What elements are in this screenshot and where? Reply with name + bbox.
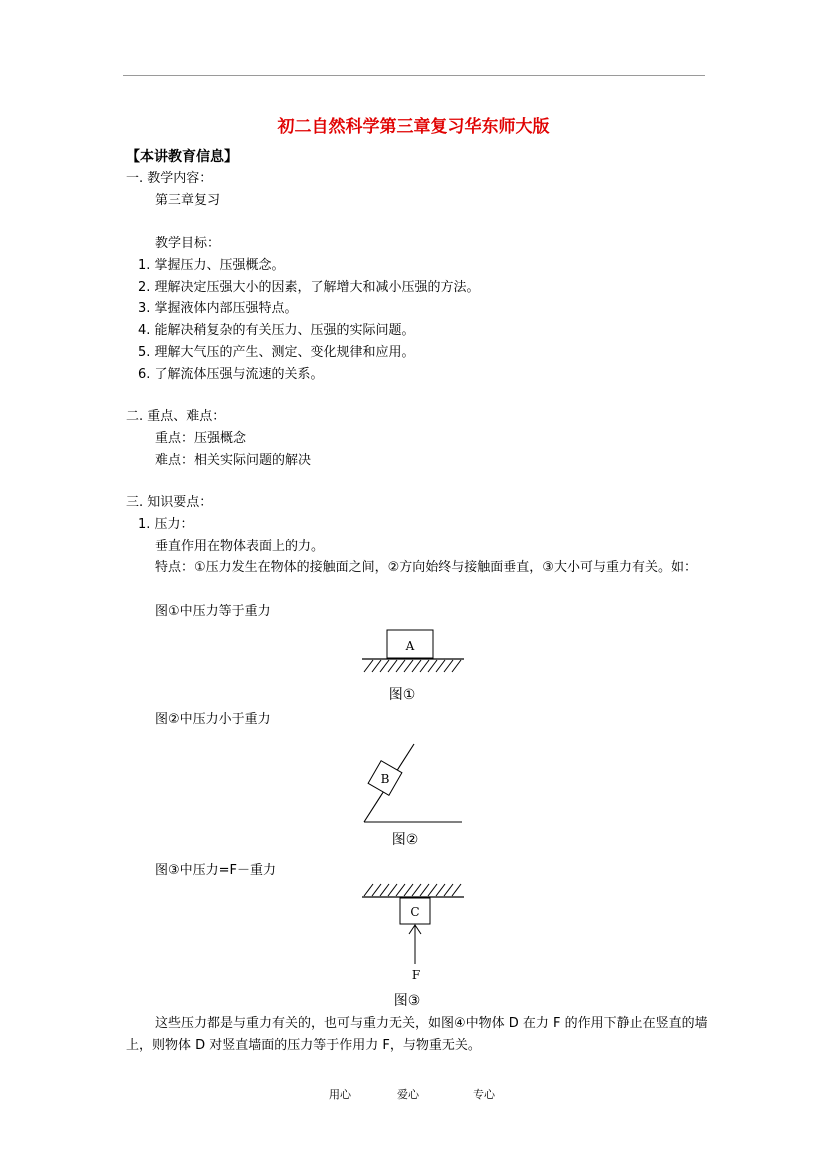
fig3-box-label: C (410, 905, 420, 919)
footer-middle: 爱心 (397, 1088, 419, 1101)
s3-heading: 三. 知识要点： (126, 495, 213, 510)
figure-3 (360, 882, 470, 1012)
goal-item: 6. 了解流体压强与流速的关系。 (138, 367, 324, 382)
fig3-force-label: F (411, 968, 421, 982)
fig2-caption: 图②中压力小于重力 (155, 712, 271, 727)
pressure-features: 特点：①压力发生在物体的接触面之间，②方向始终与接触面垂直，③大小可与重力有关。如： (155, 560, 697, 575)
s2-heading: 二. 重点、难点： (126, 409, 226, 424)
section-info-heading: 【本讲教育信息】 (126, 149, 238, 165)
footer-right: 专心 (473, 1088, 495, 1101)
goal-item: 3. 掌握液体内部压强特点。 (138, 301, 298, 316)
fig2-label: 图② (391, 832, 419, 848)
goal-item: 4. 能解决稍复杂的有关压力、压强的实际问题。 (138, 323, 415, 338)
pressure-definition: 垂直作用在物体表面上的力。 (155, 539, 325, 554)
goal-item: 5. 理解大气压的产生、测定、变化规律和应用。 (138, 345, 415, 360)
goal-item: 1. 掌握压力、压强概念。 (138, 258, 285, 273)
s1-content: 第三章复习 (155, 193, 221, 208)
fig2-box-label: B (380, 772, 390, 786)
fig1-caption: 图①中压力等于重力 (155, 604, 271, 619)
document-title: 初二自然科学第三章复习华东师大版 (277, 117, 550, 137)
figure-2 (358, 740, 468, 852)
footer-left: 用心 (329, 1088, 351, 1101)
s2-difficult-point: 难点：相关实际问题的解决 (155, 453, 312, 468)
fig1-box-label: A (405, 639, 415, 653)
s3-item1-title: 1. 压力： (138, 517, 194, 532)
header-rule (123, 75, 705, 76)
s1-heading: 一. 教学内容： (126, 171, 213, 186)
figure-1 (360, 628, 470, 708)
s1-goals-label: 教学目标： (155, 236, 221, 251)
fig1-label: 图① (388, 687, 416, 703)
goal-item: 2. 理解决定压强大小的因素，了解增大和减小压强的方法。 (138, 280, 480, 295)
fig3-label: 图③ (393, 993, 421, 1009)
s2-key-point: 重点：压强概念 (155, 431, 247, 446)
fig3-caption: 图③中压力=F－重力 (155, 863, 277, 878)
pressure-conclusion: 这些压力都是与重力有关的，也可与重力无关，如图④中物体 D 在力 F 的作用下静止在竖直的墙上，则物体 D 对竖直墙面的压力等于作用力 F，与物重无关。 (126, 1016, 708, 1053)
